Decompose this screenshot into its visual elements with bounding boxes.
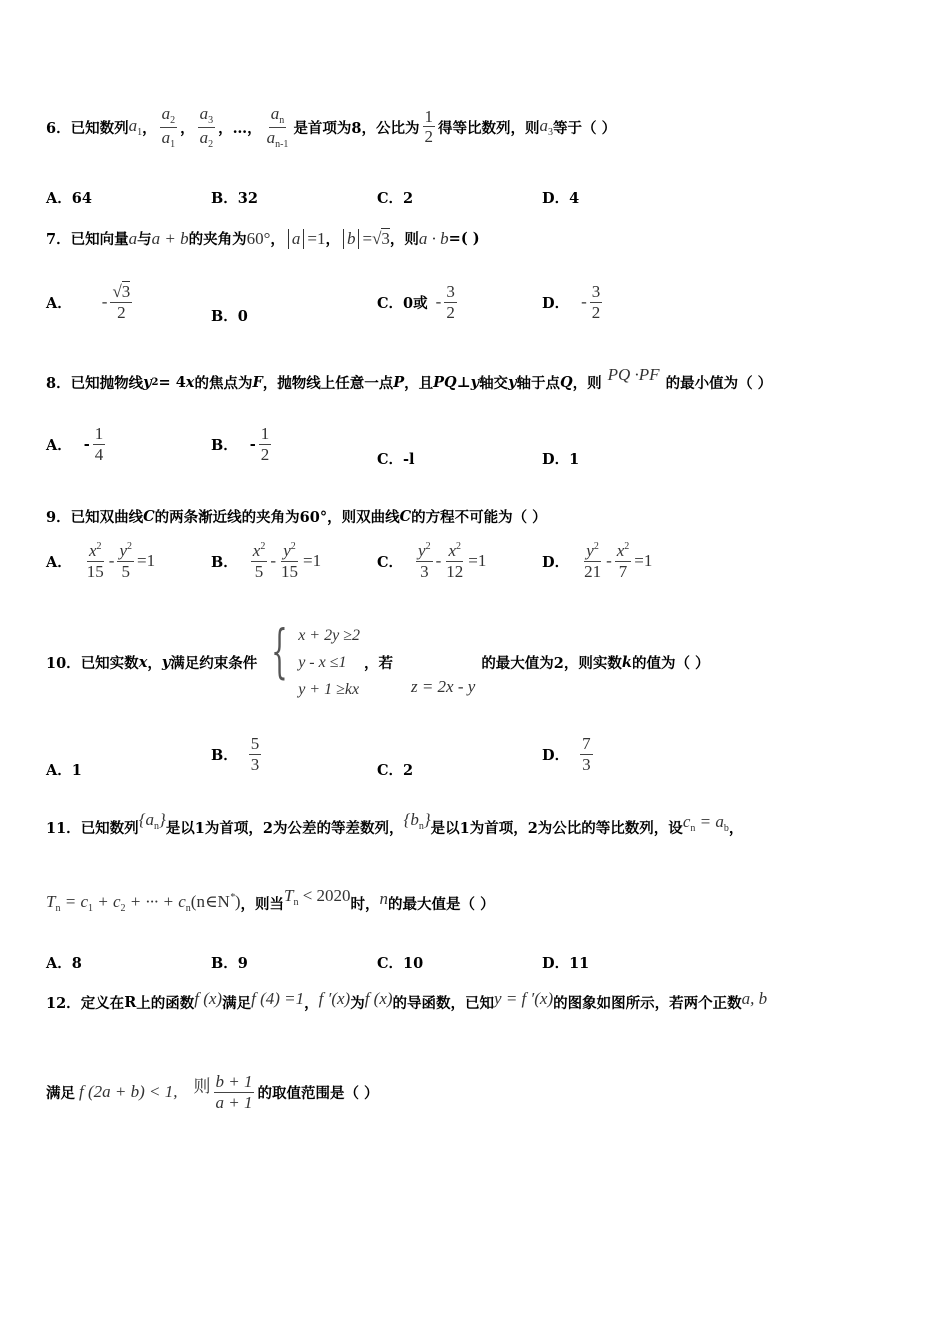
q10-option-d[interactable] — [542, 734, 596, 775]
q12-then: 则 — [193, 1076, 211, 1096]
q9-option-a-frac-2: $\frac{y^2}{5}$ — [119, 541, 132, 581]
q6-comma: ， — [142, 119, 157, 137]
q9-text-3: 的方程不可能为（ ） — [411, 509, 547, 526]
q12-text-6: 的图象如图所示，若两个正数 — [553, 995, 742, 1012]
q7-option-d-frac: $\frac{3}{2}$ — [591, 282, 601, 322]
q6-text-4: 等于（ ） — [553, 119, 617, 137]
q6-text-3: 得等比数列，则 — [438, 119, 540, 137]
q10-k: k — [621, 654, 632, 671]
q12-R: R — [124, 994, 137, 1011]
q10-text-2: 满足约束条件 — [170, 655, 258, 672]
question-11-line-2 — [46, 886, 495, 914]
q10-option-a[interactable]: A．1 — [46, 762, 82, 779]
q9-option-a-minus: - — [108, 551, 115, 571]
q10-text-4: 的最大值为2，则实数 — [481, 655, 622, 672]
q11-number: 11． — [46, 819, 81, 837]
q9-option-a-label: A． — [46, 553, 72, 571]
q9-text-1: 已知双曲线 — [70, 509, 144, 526]
q11-text-4: ，则当 — [240, 895, 284, 913]
q8-text-1: 已知抛物线 — [70, 375, 144, 392]
q11-text-2: 是以1为首项，2为公差的等差数列， — [165, 819, 404, 837]
question-7 — [46, 228, 480, 249]
q9-option-b-eq: =1 — [302, 551, 322, 571]
q8-option-c[interactable]: C．-l — [377, 451, 415, 468]
q12-text-7: 满足 — [46, 1084, 75, 1102]
q7-text-1: 已知向量 — [70, 231, 129, 248]
q7-text-2: 与 — [137, 231, 152, 248]
q9-option-d-frac-1: $\frac{y^2}{21}$ — [584, 541, 602, 581]
q6-text-1: 已知数列 — [70, 119, 129, 137]
q12-number: 12． — [46, 995, 81, 1012]
q10-option-d-frac: $\frac{7}{3}$ — [582, 734, 591, 774]
q12-text-8: 的取值范围是（ ） — [257, 1084, 379, 1102]
q8-text-7: ，则 — [572, 375, 602, 392]
q9-C-2: C — [399, 508, 412, 525]
q8-option-a-frac: $\frac{1}{4}$ — [94, 424, 104, 464]
q11-Tn-def: $T_n = c_1 + c_2$ + ··· + $c_n(n\in N^*)$ — [46, 892, 241, 914]
q7-abs-a: a — [288, 229, 305, 249]
q10-constraint-2: y - x ≤1 — [298, 654, 347, 671]
q8-perp: ⊥ — [456, 374, 471, 391]
q7-option-c-frac: $\frac{3}{2}$ — [446, 282, 455, 322]
q12-ratio: $\frac{b + 1}{a + 1}$ — [215, 1072, 253, 1112]
q9-option-b-frac-1: $\frac{x^2}{5}$ — [252, 541, 266, 581]
q9-text-2: 的两条渐近线的夹角为60°，则双曲线 — [154, 509, 400, 526]
q12-fx-2: f (x) — [364, 988, 393, 1008]
q8-text-2: 的焦点为 — [194, 375, 253, 392]
q10-option-d-label: D． — [542, 746, 570, 764]
q7-a-plus-b: a + b — [151, 228, 189, 248]
q12-comma: ， — [304, 995, 319, 1012]
q12-fx: f (x) — [194, 988, 223, 1008]
q7-option-a-minus: - — [101, 292, 108, 312]
q12-text-5: 的导函数，已知 — [392, 995, 495, 1012]
q7-text-3: 的夹角为 — [188, 231, 247, 248]
q7-option-d-minus: - — [581, 292, 587, 312]
q9-option-b-minus: - — [270, 551, 276, 571]
q6-option-c[interactable]: C．2 — [377, 190, 414, 207]
q6-frac-an-an1: $\frac{a_n}{a_{n-1}}$ — [266, 104, 289, 150]
q8-y: y — [143, 374, 152, 391]
q7-angle: 60° — [246, 228, 271, 248]
q6-number: 6． — [46, 119, 71, 137]
q7-comma-2: ， — [325, 231, 340, 248]
q7-option-c[interactable] — [377, 282, 460, 323]
q12-y-fpx: y = f ′(x) — [494, 988, 554, 1008]
q8-text-8: 的最小值为（ ） — [665, 375, 773, 392]
q9-option-d-eq: =1 — [634, 551, 653, 571]
q8-option-d[interactable]: D．1 — [542, 451, 580, 468]
q10-objective: z = 2x - y — [410, 676, 476, 696]
q9-option-a[interactable] — [46, 541, 155, 582]
q7-comma: ， — [270, 231, 285, 248]
q7-sqrt-3: √3 — [372, 228, 390, 248]
question-8 — [46, 364, 773, 393]
q12-text-2: 上的函数 — [136, 995, 195, 1012]
q9-option-d-label: D． — [542, 553, 570, 571]
question-12 — [46, 988, 768, 1013]
q7-text-5: =( ) — [448, 230, 480, 247]
q8-text-5: 轴交 — [479, 375, 509, 392]
q11-option-c[interactable]: C．10 — [377, 955, 424, 972]
q10-text-5: 的值为（ ） — [631, 655, 710, 672]
q8-y-2: y — [470, 374, 480, 391]
q8-option-b-frac: $\frac{1}{2}$ — [260, 424, 270, 464]
q12-f4: f (4) =1 — [251, 988, 305, 1008]
q11-seq-a: $\{a_n\}$ — [138, 810, 166, 832]
q11-seq-b: $\{b_n\}$ — [403, 810, 431, 832]
q7-dot-product: a · b — [418, 228, 449, 248]
q8-eq: = 4 — [158, 374, 186, 391]
q12-text-1: 定义在 — [80, 995, 125, 1012]
q12-text-4: 为 — [350, 995, 365, 1012]
q8-text-3: ，抛物线上任意一点 — [262, 375, 394, 392]
q10-option-b-label: B． — [211, 746, 238, 764]
q10-y: y — [161, 654, 171, 671]
q12-inequality: f (2a + b) < 1, — [79, 1082, 178, 1102]
q10-number: 10． — [46, 655, 81, 672]
q10-text-1: 已知实数 — [80, 655, 139, 672]
q7-option-c-minus: - — [435, 292, 442, 312]
q7-option-a-frac: $\frac{√3}{2}$ — [112, 282, 131, 322]
question-10 — [46, 617, 710, 703]
q10-option-b-frac: $\frac{5}{3}$ — [250, 734, 260, 774]
q7-vector-a: a — [128, 228, 138, 248]
q9-option-d-minus: - — [606, 551, 612, 571]
q6-a3: $a_3$ — [539, 116, 554, 139]
q6-comma-2: ， — [180, 119, 195, 137]
q8-option-a-label: A． — [46, 436, 72, 454]
q8-dot-product: PQ ·PF — [607, 364, 660, 384]
q8-option-b-minus: - — [249, 435, 256, 453]
q11-option-d[interactable]: D．11 — [542, 955, 590, 972]
q8-option-b-label: B． — [211, 436, 238, 454]
q9-C: C — [143, 508, 155, 525]
q7-eq-1: =1 — [307, 228, 326, 248]
q10-x: x — [138, 654, 148, 671]
q11-n: n — [379, 889, 389, 908]
left-brace-icon: { — [271, 617, 289, 685]
q6-frac-a3-a2: $\frac{a_3}{a_2}$ — [199, 104, 214, 150]
q9-option-c-frac-2: $\frac{x^2}{12}$ — [446, 541, 464, 581]
q10-option-c[interactable]: C．2 — [377, 762, 414, 779]
q6-option-d[interactable]: D．4 — [542, 190, 580, 207]
q12-fpx: f ′(x) — [318, 988, 351, 1008]
q9-number: 9． — [46, 509, 71, 526]
question-11 — [46, 810, 744, 838]
q9-option-c-minus: - — [435, 551, 442, 571]
q7-option-d[interactable] — [542, 282, 605, 323]
q9-option-c[interactable] — [377, 541, 486, 582]
q8-option-a[interactable] — [46, 424, 108, 465]
q8-y-3: y — [508, 374, 517, 391]
q8-F: F — [252, 374, 263, 391]
q10-constraint-3: y + 1 ≥kx — [298, 681, 360, 698]
q7-option-c-label: C．0或 — [377, 294, 428, 312]
q8-P: P — [393, 374, 405, 391]
q10-option-b[interactable] — [211, 734, 264, 775]
q11-text-6: 的最大值是（ ） — [388, 895, 495, 913]
q9-option-b-frac-2: $\frac{y^2}{15}$ — [280, 541, 298, 581]
q10-constraint-system — [261, 617, 360, 703]
q7-eq-2: = — [362, 228, 373, 248]
q11-cn-def: $c_n = a_b$ — [682, 812, 729, 834]
q9-option-b-label: B． — [211, 553, 238, 571]
q7-number: 7． — [46, 231, 71, 248]
q7-text-4: ，则 — [389, 231, 419, 248]
q9-option-c-frac-1: $\frac{y^2}{3}$ — [418, 541, 431, 581]
q8-text-6: 轴于点 — [516, 375, 560, 392]
q7-option-a-label: A． — [46, 294, 72, 312]
q11-text-1: 已知数列 — [80, 819, 139, 837]
q9-option-c-label: C． — [377, 553, 404, 571]
q12-text-3: 满足 — [222, 995, 252, 1012]
q8-number: 8． — [46, 375, 71, 392]
q9-option-d[interactable] — [542, 541, 652, 582]
q11-option-a[interactable]: A．8 — [46, 955, 82, 972]
q7-option-d-label: D． — [542, 294, 570, 312]
question-9 — [46, 506, 547, 527]
q10-text-3: ，若 — [363, 655, 393, 672]
q11-Tn-cond: $T_n < 2020$ — [283, 886, 351, 908]
q6-frac-a2-a1: $\frac{a_2}{a_1}$ — [161, 104, 176, 150]
q8-option-a-minus: - — [83, 435, 90, 453]
q8-exp: 2 — [151, 377, 159, 388]
q9-option-d-frac-2: $\frac{x^2}{7}$ — [616, 541, 630, 581]
q8-x: x — [185, 374, 195, 391]
q6-option-b[interactable]: B．32 — [211, 190, 258, 207]
q8-Q: Q — [560, 374, 573, 391]
q11-comma: ， — [728, 819, 744, 837]
q7-option-a[interactable] — [46, 282, 135, 323]
q11-text-5: 时， — [350, 895, 380, 913]
q8-option-b[interactable] — [211, 424, 274, 465]
q12-ab: a, b — [741, 988, 768, 1008]
q6-option-a[interactable]: A．64 — [46, 190, 92, 207]
q9-option-b[interactable] — [211, 541, 321, 582]
q6-a1: $a_1$ — [128, 116, 143, 139]
q6-ellipsis: ，…， — [218, 119, 262, 137]
q9-option-c-eq: =1 — [468, 551, 487, 571]
q8-text-4: ，且 — [404, 375, 434, 392]
q6-ratio: $\frac{1}{2}$ — [424, 106, 434, 147]
q10-constraint-1: x + 2y ≥2 — [298, 627, 360, 644]
q8-PQ: PQ — [433, 374, 457, 391]
q11-text-3: 是以1为首项，2为公比的等比数列，设 — [430, 819, 683, 837]
q11-option-b[interactable]: B．9 — [211, 955, 248, 972]
q7-option-b[interactable]: B．0 — [211, 308, 248, 325]
q9-option-a-eq: =1 — [136, 551, 156, 571]
q6-text-2: 是首项为8，公比为 — [293, 119, 420, 137]
q7-abs-b: b — [343, 229, 360, 249]
question-12-line-2 — [46, 1072, 379, 1113]
q9-option-a-frac-1: $\frac{x^2}{15}$ — [86, 541, 104, 581]
q10-comma: ， — [147, 655, 162, 672]
question-6 — [46, 104, 616, 151]
